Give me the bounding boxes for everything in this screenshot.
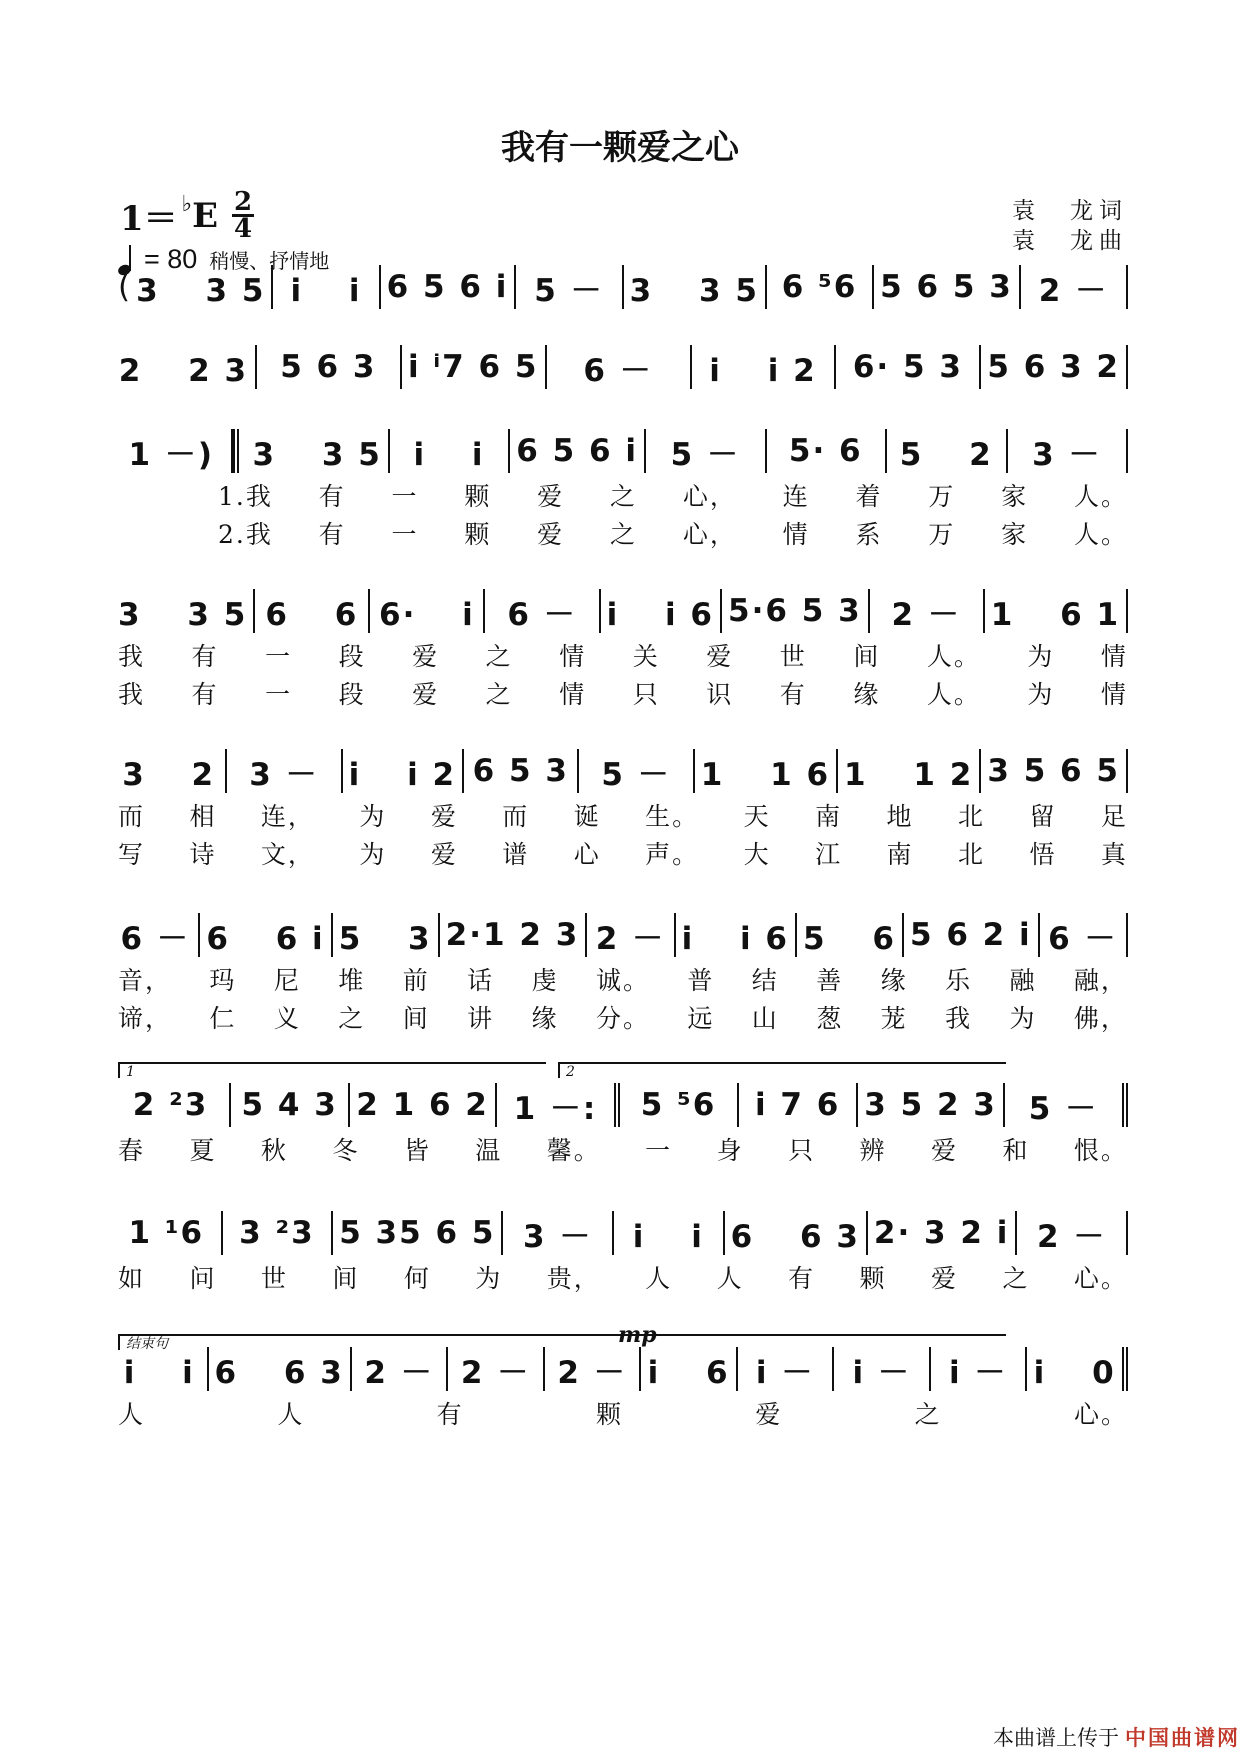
lyric-syllable: 远 xyxy=(687,1004,715,1033)
lyric-syllable: 人。 xyxy=(1073,482,1128,511)
measure: 5 6 3 xyxy=(257,345,402,389)
measure: 2 － xyxy=(545,1347,642,1391)
lyric-syllable: 缘 xyxy=(880,966,908,995)
measure: 2 ²3 xyxy=(118,1083,231,1127)
staff-line xyxy=(118,342,1128,392)
lyric-syllable: 一 xyxy=(265,642,293,671)
lyric-syllable: 虔 xyxy=(531,966,559,995)
lyric-syllable: 有 xyxy=(191,642,219,671)
lyric-syllable: 谛， xyxy=(118,1004,173,1033)
lyric-syllable: 善 xyxy=(816,966,844,995)
lyric-syllable: 人 xyxy=(645,1264,673,1293)
lyric-syllable: 心 xyxy=(573,840,601,869)
lyric-syllable: 情 xyxy=(782,520,810,549)
lyric-syllable: 万 xyxy=(928,520,956,549)
staff-system xyxy=(118,1208,1128,1296)
coda-bracket: 结束句 xyxy=(118,1334,1006,1350)
lyric-syllable: 悟 xyxy=(1029,840,1057,869)
measure: 3 － xyxy=(227,749,342,793)
measure: 2 － xyxy=(352,1347,449,1391)
lyric-syllable: 北 xyxy=(957,840,985,869)
measure: 2· 3 2 i xyxy=(868,1211,1018,1255)
lyric-syllable: 连 xyxy=(782,482,810,511)
lyric-syllable: 秋 xyxy=(260,1136,288,1165)
lyric-syllable: 诗 xyxy=(189,840,217,869)
lyric-syllable: 堆 xyxy=(338,966,366,995)
tempo-value: = 80 xyxy=(144,244,198,274)
lyric-syllable: 爱 xyxy=(430,840,458,869)
measure: 5 6 2 i xyxy=(904,913,1040,957)
lyric-syllable: 有 xyxy=(779,680,807,709)
lyric-syllable: 为 xyxy=(1027,642,1055,671)
lyric-syllable: 人 xyxy=(277,1400,305,1429)
measure: i 6 xyxy=(641,1347,738,1391)
measure: i i 6 xyxy=(601,589,722,633)
lyric-syllable: 2.我 xyxy=(218,520,273,549)
lyric-syllable: 颗 xyxy=(464,482,492,511)
staff-line xyxy=(118,910,1128,960)
lyric-syllable: 真 xyxy=(1100,840,1128,869)
measure: i － xyxy=(834,1347,931,1391)
lyric-syllable: 融 xyxy=(1009,966,1037,995)
lyric-syllable: 皆 xyxy=(403,1136,431,1165)
lyric-syllable: 夏 xyxy=(189,1136,217,1165)
flat-icon: ♭ xyxy=(181,190,193,217)
lyric-syllable: 留 xyxy=(1029,802,1057,831)
time-top: 2 xyxy=(233,187,253,217)
lyric-syllable: 贵， xyxy=(546,1264,601,1293)
lyric-syllable: 诚。 xyxy=(595,966,650,995)
lyric-syllable: 冬 xyxy=(332,1136,360,1165)
measure: i 0 xyxy=(1027,1347,1128,1391)
lyric-syllable: 温 xyxy=(475,1136,503,1165)
lyric-syllable: 万 xyxy=(928,482,956,511)
measure: 6 5 6 i xyxy=(510,429,646,473)
measure: ( 3 3 5 xyxy=(118,265,273,309)
measure: 6 6 xyxy=(255,589,370,633)
measure: 6 ⁵6 xyxy=(767,265,874,309)
lyric-syllable: 如 xyxy=(118,1264,146,1293)
measure: i i xyxy=(118,1347,209,1391)
lyric-line xyxy=(118,1130,1128,1168)
staff-system xyxy=(118,1322,1128,1432)
lyric-syllable: 音， xyxy=(118,966,173,995)
measure: 3 5 2 3 xyxy=(858,1083,1005,1127)
lyric-syllable: 馨。 xyxy=(546,1136,601,1165)
lyric-syllable: 爱 xyxy=(930,1136,958,1165)
lyric-syllable: 爱 xyxy=(412,680,440,709)
measure: 5·6 5 3 xyxy=(722,589,870,633)
lyric-syllable: 爱 xyxy=(537,520,565,549)
key-note: E xyxy=(192,195,218,236)
lyric-syllable: 分。 xyxy=(595,1004,650,1033)
lyric-syllable: 一 xyxy=(265,680,293,709)
measure: 6· 5 3 xyxy=(836,345,981,389)
lyric-syllable: 之 xyxy=(609,482,637,511)
lyric-syllable: 义 xyxy=(273,1004,301,1033)
measure: 5 － xyxy=(516,265,623,309)
staff-system xyxy=(118,426,1128,552)
lyric-syllable: 玛 xyxy=(209,966,237,995)
lyric-syllable: 有 xyxy=(436,1400,464,1429)
lyric-syllable: 之 xyxy=(338,1004,366,1033)
lyric-syllable: 江 xyxy=(815,840,843,869)
lyric-syllable: 写 xyxy=(118,840,146,869)
measure: 6 6 3 xyxy=(209,1347,352,1391)
lyric-line xyxy=(118,1394,1128,1432)
measure: 1 －) xyxy=(118,429,233,473)
time-signature xyxy=(232,187,254,244)
lyric-syllable: 人 xyxy=(118,1400,146,1429)
lyric-line xyxy=(118,796,1128,834)
lyric-syllable: 谱 xyxy=(502,840,530,869)
lyric-syllable: 情 xyxy=(1100,642,1128,671)
lyric-syllable: 一 xyxy=(391,482,419,511)
measure: i 7 6 xyxy=(739,1083,858,1127)
lyric-syllable: 融， xyxy=(1073,966,1128,995)
lyric-syllable: 之 xyxy=(485,642,513,671)
lyric-syllable: 爱 xyxy=(537,482,565,511)
lyric-syllable: 文， xyxy=(260,840,315,869)
staff-system xyxy=(118,586,1128,712)
measure: i i xyxy=(614,1211,725,1255)
lyric-line xyxy=(118,674,1128,712)
lyric-syllable: 人 xyxy=(716,1264,744,1293)
lyric-syllable: 诞 xyxy=(573,802,601,831)
measure: 5· 6 xyxy=(767,429,888,473)
lyric-syllable: 有 xyxy=(318,520,346,549)
staff-system xyxy=(118,262,1128,312)
lyric-syllable: 何 xyxy=(403,1264,431,1293)
staff-system xyxy=(118,910,1128,1036)
lyric-syllable: 1.我 xyxy=(218,482,273,511)
lyric-syllable: 之 xyxy=(914,1400,942,1429)
measure: 3 3 5 xyxy=(624,265,767,309)
staff-system xyxy=(118,1064,1128,1168)
lyric-syllable: 之 xyxy=(485,680,513,709)
lyric-line xyxy=(118,1258,1128,1296)
staff-line xyxy=(118,1080,1128,1130)
lyric-syllable: 尼 xyxy=(273,966,301,995)
dynamic-mark: mp xyxy=(618,1322,657,1348)
lyric-syllable: 佛， xyxy=(1073,1004,1128,1033)
lyric-syllable: 人。 xyxy=(926,680,981,709)
measure: 3 3 5 xyxy=(233,429,390,473)
volta-second-ending: 2 xyxy=(558,1062,1006,1078)
lyric-syllable: 辨 xyxy=(859,1136,887,1165)
measure: 5 6 3 2 xyxy=(981,345,1128,389)
staff-line xyxy=(118,1344,1128,1394)
lyric-syllable: 颗 xyxy=(464,520,492,549)
lyric-syllable: 为 xyxy=(359,802,387,831)
staff-line xyxy=(118,746,1128,796)
measure: 6 5 3 xyxy=(464,749,579,793)
lyric-syllable: 问 xyxy=(189,1264,217,1293)
lyric-syllable: 世 xyxy=(260,1264,288,1293)
lyric-syllable: 着 xyxy=(855,482,883,511)
lyric-line xyxy=(118,998,1128,1036)
lyric-syllable: 为 xyxy=(1027,680,1055,709)
lyric-syllable: 心， xyxy=(682,482,737,511)
measure: 5 6 xyxy=(797,913,904,957)
composer-credit: 袁 龙曲 xyxy=(1012,228,1128,254)
measure: 1 ¹6 xyxy=(118,1211,223,1255)
lyric-syllable: 地 xyxy=(886,802,914,831)
site-logo: 中国曲谱网 xyxy=(1125,1727,1240,1750)
footer xyxy=(993,1722,1240,1752)
measure: 5 － xyxy=(1005,1083,1128,1127)
lyric-syllable: 心， xyxy=(682,520,737,549)
measure: 2·1 2 3 xyxy=(440,913,588,957)
lyric-syllable: 爱 xyxy=(755,1400,783,1429)
lyric-line xyxy=(118,514,1128,552)
lyric-syllable: 之 xyxy=(609,520,637,549)
lyric-syllable: 缘 xyxy=(531,1004,559,1033)
lyric-syllable: 人。 xyxy=(926,642,981,671)
measure: 5 － xyxy=(579,749,694,793)
measure: 5 6 5 3 xyxy=(874,265,1021,309)
lyric-syllable: 间 xyxy=(402,1004,430,1033)
staff-line xyxy=(118,262,1128,312)
lyric-line xyxy=(118,476,1128,514)
measure: i i xyxy=(273,265,380,309)
tempo-expression: 稍慢、抒情地 xyxy=(209,251,330,273)
measure: 5 2 xyxy=(887,429,1008,473)
song-title: 我有一颗爱之心 xyxy=(501,128,739,168)
lyric-syllable: 葱 xyxy=(816,1004,844,1033)
lyric-syllable: 我 xyxy=(118,680,146,709)
measure: 1 1 2 xyxy=(838,749,981,793)
measure: 1 1 6 xyxy=(695,749,838,793)
measure: i － xyxy=(931,1347,1028,1391)
lyric-syllable: 结 xyxy=(751,966,779,995)
measure: 5 4 3 xyxy=(231,1083,350,1127)
lyric-syllable: 足 xyxy=(1100,802,1128,831)
lyric-syllable: 关 xyxy=(632,642,660,671)
measure: 1 －: xyxy=(497,1083,620,1127)
lyric-syllable: 南 xyxy=(815,802,843,831)
measure: 6 － xyxy=(485,589,600,633)
lyric-line xyxy=(118,960,1128,998)
lyric-syllable: 为 xyxy=(475,1264,503,1293)
measure: 2 － xyxy=(1021,265,1128,309)
lyric-syllable: 系 xyxy=(855,520,883,549)
measure: 3 3 5 xyxy=(118,589,255,633)
measure: 3 － xyxy=(503,1211,614,1255)
lyric-syllable: 段 xyxy=(338,642,366,671)
lyric-syllable: 心。 xyxy=(1073,1400,1128,1429)
lyric-syllable: 只 xyxy=(632,680,660,709)
lyric-syllable: 春 xyxy=(118,1136,146,1165)
lyric-syllable: 爱 xyxy=(412,642,440,671)
volta-first-ending: 1 xyxy=(118,1062,546,1078)
key-signature xyxy=(120,187,254,244)
lyric-syllable: 和 xyxy=(1002,1136,1030,1165)
lyric-syllable: 识 xyxy=(706,680,734,709)
lyric-syllable: 段 xyxy=(338,680,366,709)
measure: 1 6 1 xyxy=(985,589,1128,633)
measure: 5 35 6 5 xyxy=(333,1211,503,1255)
lyric-syllable: 间 xyxy=(853,642,881,671)
measure: 6· i xyxy=(370,589,485,633)
measure: 5 － xyxy=(646,429,767,473)
lyric-syllable: 情 xyxy=(559,642,587,671)
lyric-syllable: 前 xyxy=(402,966,430,995)
lyric-syllable: 只 xyxy=(788,1136,816,1165)
staff-system xyxy=(118,746,1128,872)
footer-text: 本曲谱上传于 xyxy=(993,1727,1119,1750)
lyric-syllable: 南 xyxy=(886,840,914,869)
measure: 2 1 6 2 xyxy=(350,1083,497,1127)
measure: 6 5 6 i xyxy=(381,265,517,309)
lyric-syllable: 为 xyxy=(359,840,387,869)
lyric-syllable: 有 xyxy=(788,1264,816,1293)
measure: i i 2 xyxy=(692,345,837,389)
lyric-syllable: 爱 xyxy=(430,802,458,831)
lyric-syllable: 之 xyxy=(1002,1264,1030,1293)
measure: 6 6 3 xyxy=(725,1211,868,1255)
lyric-syllable: 家 xyxy=(1001,520,1029,549)
measure: 2 － xyxy=(587,913,675,957)
measure: 2 2 3 xyxy=(118,345,257,389)
measure: 3 ²3 xyxy=(223,1211,334,1255)
lyric-syllable: 爱 xyxy=(706,642,734,671)
time-bottom: 4 xyxy=(233,214,253,244)
lyric-syllable: 乐 xyxy=(945,966,973,995)
measure: i i xyxy=(390,429,511,473)
lyric-syllable: 仁 xyxy=(209,1004,237,1033)
staff-line xyxy=(118,586,1128,636)
lyric-syllable: 相 xyxy=(189,802,217,831)
lyric-syllable: 恨。 xyxy=(1073,1136,1128,1165)
lyric-syllable: 我 xyxy=(945,1004,973,1033)
measure: 6 6 i xyxy=(200,913,332,957)
measure: i i 2 xyxy=(343,749,464,793)
staff-line xyxy=(118,426,1128,476)
lyric-syllable: 讲 xyxy=(467,1004,495,1033)
measure: 5 ⁵6 xyxy=(620,1083,739,1127)
lyric-syllable: 一 xyxy=(645,1136,673,1165)
measure: 6 － xyxy=(547,345,692,389)
measure: 2 － xyxy=(870,589,985,633)
lyric-syllable: 情 xyxy=(1100,680,1128,709)
lyric-syllable: 世 xyxy=(779,642,807,671)
measure: 3 － xyxy=(1008,429,1129,473)
lyric-syllable: 情 xyxy=(559,680,587,709)
lyric-syllable: 人。 xyxy=(1073,520,1128,549)
lyric-syllable: 一 xyxy=(391,520,419,549)
lyric-syllable: 身 xyxy=(716,1136,744,1165)
measure: i ⁱ7 6 5 xyxy=(402,345,547,389)
lyric-syllable: 我 xyxy=(118,642,146,671)
lyric-syllable: 天 xyxy=(743,802,771,831)
lyric-syllable: 爱 xyxy=(930,1264,958,1293)
lyric-syllable: 生。 xyxy=(645,802,700,831)
key-prefix: 1＝ xyxy=(120,199,178,239)
measure: i i 6 xyxy=(676,913,797,957)
staff-system xyxy=(118,342,1128,392)
measure: i － xyxy=(738,1347,835,1391)
lyric-syllable: 颗 xyxy=(859,1264,887,1293)
lyric-syllable: 声。 xyxy=(645,840,700,869)
lyric-syllable: 间 xyxy=(332,1264,360,1293)
lyric-syllable: 话 xyxy=(467,966,495,995)
lyric-syllable: 而 xyxy=(118,802,146,831)
lyric-syllable: 颗 xyxy=(595,1400,623,1429)
measure: 3 5 6 5 xyxy=(981,749,1128,793)
credits xyxy=(1012,196,1128,256)
lyric-syllable: 而 xyxy=(502,802,530,831)
lyricist-credit: 袁 龙词 xyxy=(1012,198,1128,224)
measure: 3 2 xyxy=(118,749,227,793)
measure: 2 － xyxy=(448,1347,545,1391)
lyric-syllable: 普 xyxy=(687,966,715,995)
measure: 6 － xyxy=(1040,913,1128,957)
lyric-syllable: 大 xyxy=(743,840,771,869)
lyric-syllable: 有 xyxy=(318,482,346,511)
lyric-syllable: 心。 xyxy=(1073,1264,1128,1293)
lyric-syllable: 山 xyxy=(751,1004,779,1033)
lyric-syllable: 连， xyxy=(260,802,315,831)
measure: 6 － xyxy=(118,913,200,957)
lyric-syllable: 北 xyxy=(957,802,985,831)
lyric-line xyxy=(118,636,1128,674)
lyric-syllable: 缘 xyxy=(853,680,881,709)
lyric-syllable: 茏 xyxy=(880,1004,908,1033)
measure: 5 3 xyxy=(333,913,440,957)
staff-line xyxy=(118,1208,1128,1258)
measure: 2 － xyxy=(1017,1211,1128,1255)
lyric-syllable: 有 xyxy=(191,680,219,709)
lyric-line xyxy=(118,834,1128,872)
lyric-syllable: 为 xyxy=(1009,1004,1037,1033)
lyric-syllable: 家 xyxy=(1001,482,1029,511)
